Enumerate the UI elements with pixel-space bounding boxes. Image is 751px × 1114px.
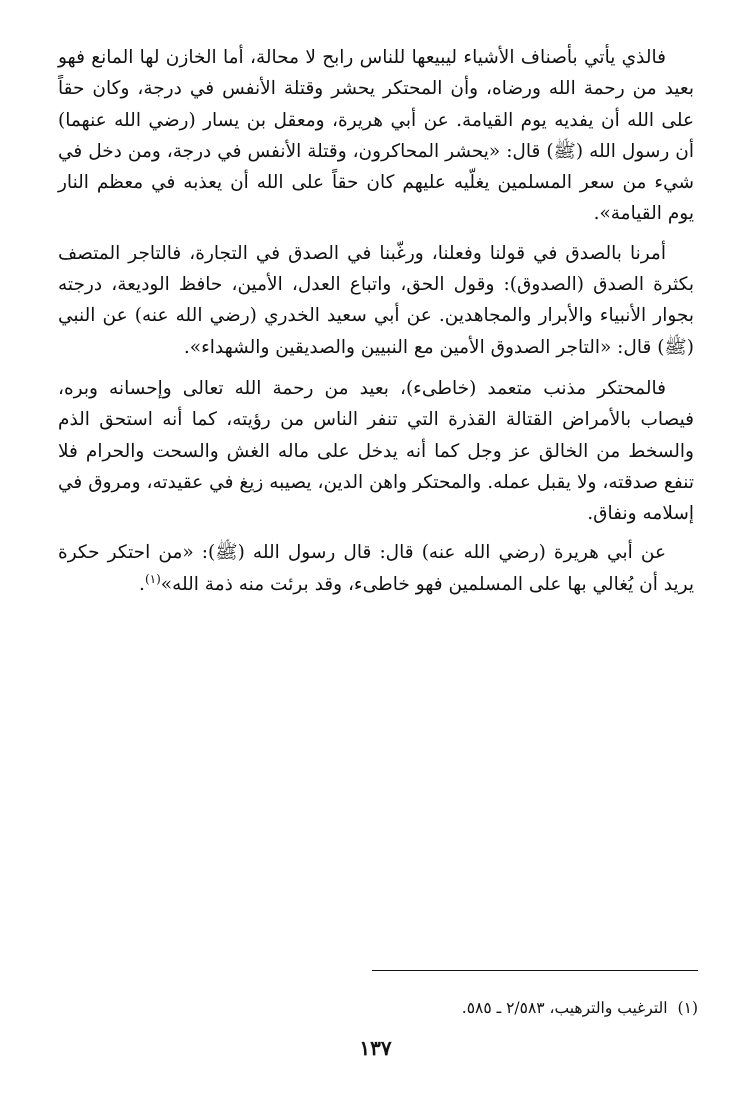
footnote-text: الترغيب والترهيب، ٢/٥٨٣ ـ ٥٨٥. <box>461 999 668 1017</box>
footnote-divider <box>372 970 698 971</box>
body-text <box>58 42 694 610</box>
paragraph-4-text: عن أبي هريرة (رضي الله عنه) قال: قال رسول الله (ﷺ): «من احتكر حكرة يريد أن يُغالي بها على المسلمين فهو خاطىء، وقد برئت منه ذمة الله» <box>58 542 694 595</box>
paragraph-4: عن أبي هريرة (رضي الله عنه) قال: قال رسول الله (ﷺ): «من احتكر حكرة يريد أن يُغالي بها على المسلمين فهو خاطىء، وقد برئت منه ذمة الله»$^{(١)}$. <box>58 542 694 595</box>
paragraph-1: فالذي يأتي بأصناف الأشياء ليبيعها للناس رابح لا محالة، أما الخازن لها المانع فهو بعيد من رحمة الله ورضاه، وأن المحتكر يحشر وقتلة الأنفس في درجة، وكان حقاً على الله أن يفديه يوم القيامة. عن أبي هريرة، ومعقل بن يسار (رضي الله عنهما) أن رسول الله (ﷺ) قال: «يحشر المحاكرون، وقتلة الأنفس في درجة، ومن دخل في شيء من سعر المسلمين يغلّيه عليهم كان حقاً على الله أن يعذبه في معظم النار يوم القيامة». <box>58 47 694 225</box>
page-number: ١٣٧ <box>359 1036 392 1060</box>
footnote-number: (١) <box>677 999 698 1017</box>
footnote-reference: (١) <box>144 571 161 586</box>
paragraph-3: فالمحتكر مذنب متعمد (خاطىء)، بعيد من رحمة الله تعالى وإحسانه وبره، فيصاب بالأمراض القتالة القذرة التي تنفر الناس من رؤيته، كما أنه استحق الذم والسخط من الخالق عز وجل كما أنه يدخل على ماله الغش والسحت والحرام فلا تنفع صدقته، ولا يقبل عمله. والمحتكر واهن الدين، يصيبه زيغ في عقيدته، ومروق في إسلامه ونفاق. <box>58 377 694 525</box>
footnote <box>200 996 698 1020</box>
paragraph-2: أمرنا بالصدق في قولنا وفعلنا، ورغّبنا في الصدق في التجارة، فالتاجر المتصف بكثرة الصدق (الصدوق): وقول الحق، واتباع العدل، الأمين، حافظ الوديعة، درجته بجوار الأنبياء والأبرار والمجاهدين. عن أبي سعيد الخدري (رضي الله عنه) عن النبي (ﷺ) قال: «التاجر الصدوق الأمين مع النبيين والصديقين والشهداء». <box>58 242 694 358</box>
